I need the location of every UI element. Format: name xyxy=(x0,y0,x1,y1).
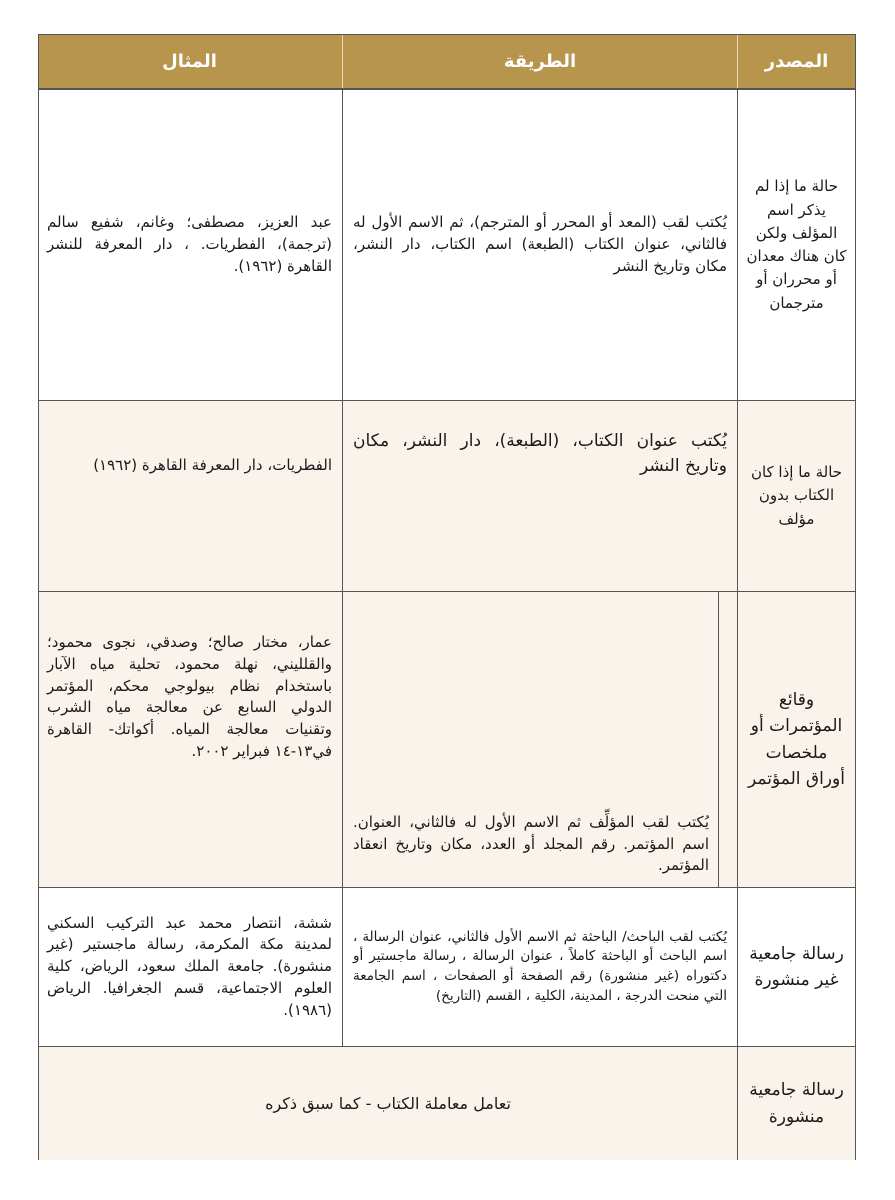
reference-table xyxy=(38,34,856,1160)
table-row xyxy=(39,89,855,400)
table-row xyxy=(39,887,855,1046)
row-source-cell xyxy=(737,90,855,400)
row-example-text: ششة، انتصار محمد عبد التركيب السكني لمدينة مكة المكرمة، رسالة ماجستير (غير منشورة). جامعة الملك سعود، الرياض، كلية العلوم الاجتماعية، قسم الجغرافيا. الرياض (١٩٨٦). xyxy=(47,913,332,1019)
row-source-cell xyxy=(737,401,855,591)
row-source-cell xyxy=(737,592,855,887)
row-method-cell xyxy=(342,888,737,1046)
table-row xyxy=(39,400,855,591)
row-source-text: حالة ما إذا لم يذكر اسم المؤلف ولكن كان هناك معدان أو محرران أو مترجمان xyxy=(746,177,847,312)
row-example-cell xyxy=(37,90,342,400)
row-example-text: عمار، مختار صالح؛ وصدقي، نجوى محمود؛ والقلليني، نهلة محمود، تحلية مياه الآبار باستخدام نظام بيولوجي محكم، المؤتمر الدولي السابع عن معالجة مياه الشرب وتقنيات معالجة المياه. أكواتك- القاهرة في١٣-١٤ فبراير ٢٠٠٢. xyxy=(47,633,332,760)
header-source: المصدر xyxy=(737,35,855,88)
row-method-text: يُكتب لقب المؤلِّف ثم الاسم الأول له فالثاني، العنوان. اسم المؤتمر. رقم المجلد أو العدد، مكان وتاريخ انعقاد المؤتمر. xyxy=(353,812,709,875)
row-method-cell xyxy=(342,401,737,591)
row-method-cell xyxy=(342,592,737,887)
header-example: المثال xyxy=(162,51,217,72)
row-method-cell xyxy=(342,90,737,400)
row-source-text: حالة ما إذا كان الكتاب بدون مؤلف xyxy=(750,463,843,528)
row-merged-cell xyxy=(39,1047,737,1160)
row-method-text: يُكتب لقب (المعد أو المحرر أو المترجم)، ثم الاسم الأول له فالثاني، عنوان الكتاب (الطبعة) اسم الكتاب، دار النشر، مكان وتاريخ النشر xyxy=(353,213,727,275)
table-row xyxy=(39,591,855,887)
table-row xyxy=(39,1046,855,1160)
table-header-row xyxy=(39,35,855,89)
row-example-cell xyxy=(37,888,342,1046)
row-method-text: يُكتب عنوان الكتاب، (الطبعة)، دار النشر، مكان وتاريخ النشر xyxy=(353,431,727,476)
row-example-cell xyxy=(37,592,342,887)
row-source-cell xyxy=(737,1047,855,1160)
row-source-text: وقائع المؤتمرات أو ملخصات أوراق المؤتمر xyxy=(748,689,845,789)
row-source-cell xyxy=(737,888,855,1046)
row-example-cell xyxy=(37,401,342,591)
row-method-text: يُكتب لقب الباحث/ الباحثة ثم الاسم الأول فالثاني، عنوان الرسالة ، اسم الباحث أو الباحثة كاملاً ، عنوان الرسالة ، رسالة ماجستير أو دكتوراه (غير منشورة) رقم الصفحة أو الصفحات ، اسم الجامعة التي منحت الدرجة ، المدينة، الكلية ، القسم (التاريخ) xyxy=(353,928,727,1004)
row-example-text: عبد العزيز، مصطفى؛ وغانم، شفيع سالم (ترجمة)، الفطريات. ، دار المعرفة للنشر القاهرة (١٩٦٢). xyxy=(47,213,332,275)
header-method: الطريقة xyxy=(342,35,737,88)
row-source-text: رسالة جامعية غير منشورة xyxy=(749,943,844,990)
row-example-text: الفطريات، دار المعرفة القاهرة (١٩٦٢) xyxy=(93,456,332,474)
row-source-text: رسالة جامعية منشورة xyxy=(749,1080,844,1127)
row-merged-text: تعامل معاملة الكتاب - كما سبق ذكره xyxy=(265,1094,511,1113)
